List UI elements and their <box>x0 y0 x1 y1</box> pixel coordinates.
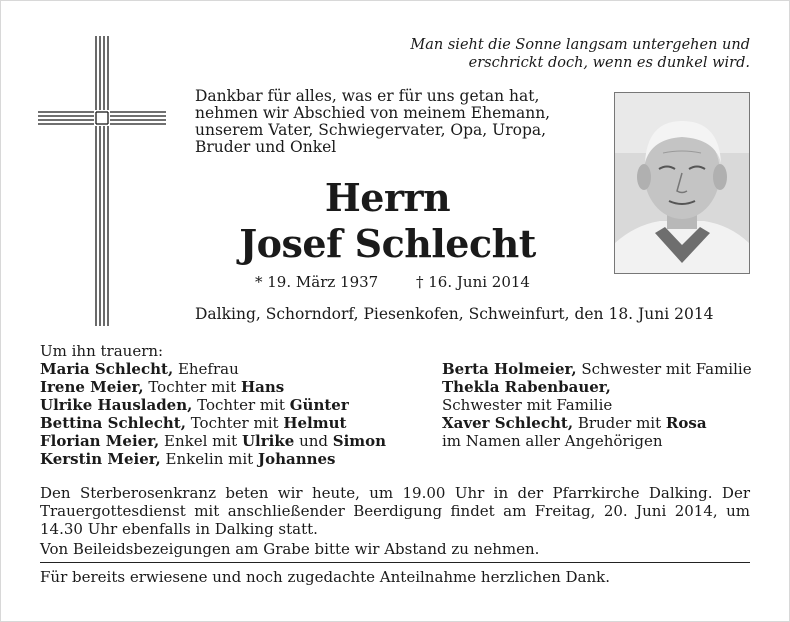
intro-line-3: unserem Vater, Schwiegervater, Opa, Uropa, <box>195 121 547 139</box>
mourners-right <box>442 360 752 450</box>
mourner-line: Maria Schlecht, Ehefrau <box>40 360 239 378</box>
mourner-line: Irene Meier, Tochter mit Hans <box>40 378 285 396</box>
cross-icon <box>38 36 166 326</box>
intro-line-1: Dankbar für alles, was er für uns getan hat, <box>195 87 540 105</box>
divider <box>40 562 750 563</box>
place-date: Dalking, Schorndorf, Piesenkofen, Schweinfurt, den 18. Juni 2014 <box>195 305 714 323</box>
quote-line-2: erschrickt doch, wenn es dunkel wird. <box>468 55 750 71</box>
mourner-line: Kerstin Meier, Enkelin mit Johannes <box>40 450 336 468</box>
mourner-line: Berta Holmeier, Schwester mit Familie <box>442 360 752 378</box>
mourner-line: Florian Meier, Enkel mit Ulrike und Simon <box>40 432 387 450</box>
birth-date: * 19. März 1937 <box>255 273 379 291</box>
mourner-line: Bettina Schlecht, Tochter mit Helmut <box>40 414 347 432</box>
mourner-line: Ulrike Hausladen, Tochter mit Günter <box>40 396 349 414</box>
portrait-photo <box>614 92 750 274</box>
quote <box>380 36 750 72</box>
intro-text <box>195 88 580 156</box>
mourners-heading: Um ihn trauern: <box>40 342 164 360</box>
mourner-line: Xaver Schlecht, Bruder mit Rosa <box>442 414 707 432</box>
mourner-line: Schwester mit Familie <box>442 396 613 414</box>
intro-line-2: nehmen wir Abschied von meinem Ehemann, <box>195 104 551 122</box>
condolence-note: Von Beileidsbezeigungen am Grabe bitte wir Abstand zu nehmen. <box>40 540 540 558</box>
death-date: † 16. Juni 2014 <box>416 273 530 291</box>
deceased-name: Josef Schlecht <box>239 221 536 266</box>
mourner-line: im Namen aller Angehörigen <box>442 432 663 450</box>
thanks-line: Für bereits erwiesene und noch zugedachte Anteilnahme herzlichen Dank. <box>40 568 610 586</box>
quote-line-1: Man sieht die Sonne langsam untergehen und <box>410 37 750 53</box>
mourners-left <box>40 342 386 468</box>
salutation: Herrn <box>324 175 451 220</box>
mourner-line: Thekla Rabenbauer, <box>442 378 611 396</box>
intro-line-4: Bruder und Onkel <box>195 138 337 156</box>
service-paragraph: Den Sterberosenkranz beten wir heute, um 19.00 Uhr in der Pfarrkirche Dalking. Der Trauergottesdienst mit anschließender Beerdigung findet am Freitag, 20. Juni 2014, um 14.30 Uhr ebenfalls in Dalking statt. <box>40 484 750 538</box>
